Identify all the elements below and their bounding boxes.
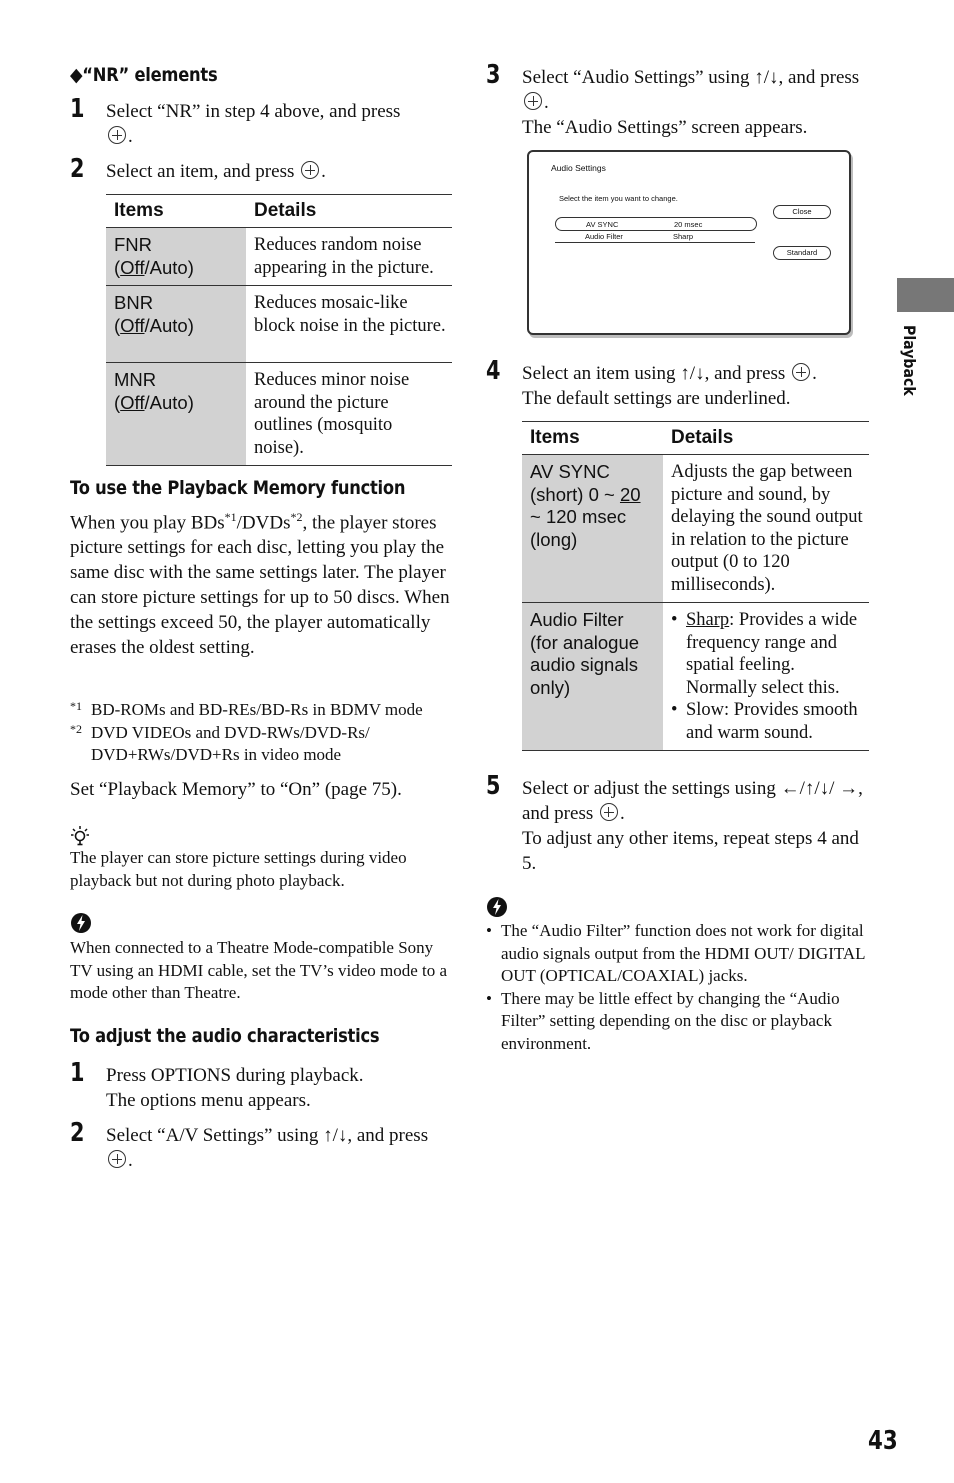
- enter-button-icon: [792, 363, 810, 381]
- list-item: • Slow: Provides smooth and warm sound.: [671, 699, 863, 744]
- close-button[interactable]: Close: [773, 205, 831, 219]
- screen-title: Audio Settings: [551, 163, 606, 173]
- footnotes: [70, 699, 455, 767]
- table-header-row: [522, 422, 869, 455]
- setting-name: Audio Filter: [585, 232, 623, 241]
- caution-note-icon: [70, 912, 92, 934]
- setting-value: 20 msec: [674, 219, 703, 229]
- standard-button[interactable]: Standard: [773, 246, 831, 260]
- table-row: [522, 455, 869, 603]
- playback-memory-heading: To use the Playback Memory function: [70, 477, 406, 499]
- setting-value: Sharp: [673, 232, 694, 241]
- playback-memory-body: When you play BDs$^{*1}$/DVDs$^{*2}$, the player stores picture settings for each disc, letting you play the same disc with the same settings later. The player can store picture settings for up to 50 discs. When the settings exceed 50, the player automatically erases the oldest setting.: [70, 510, 450, 659]
- item-cell: FNR (Off/Auto): [106, 228, 246, 286]
- list-item: • The “Audio Filter” function does not work for digital audio signals output from the HDMI OUT/ DIGITAL OUT (OPTICAL/COAXIAL) jacks.: [486, 920, 872, 988]
- step-number: 4: [486, 356, 501, 386]
- nr-step1-text: Select “NR” in step 4 above, and press .: [106, 101, 401, 147]
- table-row: [106, 286, 452, 363]
- items-header: Items: [106, 195, 246, 228]
- table-header-row: [106, 195, 452, 228]
- audio-settings-screen: [527, 150, 851, 335]
- step3-text: Select “Audio Settings” using ↑/↓, and press . The “Audio Settings” screen appears.: [522, 67, 860, 138]
- audio-filter-row[interactable]: [555, 231, 755, 243]
- footnote: *1 BD-ROMs and BD-REs/BD-Rs in BDMV mode: [70, 699, 423, 719]
- step-number: 2: [70, 154, 85, 184]
- step-number: 3: [486, 60, 501, 90]
- audio-settings-table: [522, 421, 869, 751]
- item-cell: AV SYNC (short) 0 ~ 20 ~ 120 msec (long): [522, 455, 663, 603]
- step5-text: Select or adjust the settings using ←/↑/↓/ →, and press . To adjust any other items, repeat steps 4 and 5.: [522, 778, 863, 874]
- av-sync-row[interactable]: [555, 217, 757, 231]
- audio-notes: [486, 920, 872, 1055]
- details-header: Details: [663, 422, 869, 455]
- detail-cell: Reduces random noise appearing in the picture.: [246, 228, 452, 286]
- note-text: When connected to a Theatre Mode-compatible Sony TV using an HDMI cable, set the TV’s video mode to a mode other than Theatre.: [70, 938, 448, 1002]
- table-row: [522, 603, 869, 751]
- tip-text: The player can store picture settings during video playback but not during photo playback.: [70, 848, 407, 890]
- enter-button-icon: [108, 126, 126, 144]
- footnote: *2 DVD VIDEOs and DVD-RWs/DVD-Rs/ DVD+RWs/DVD+Rs in video mode: [70, 721, 370, 764]
- setting-name: AV SYNC: [586, 219, 619, 229]
- enter-button-icon: [108, 1150, 126, 1168]
- step4-text: Select an item using ↑/↓, and press . The default settings are underlined.: [522, 363, 817, 409]
- nr-elements-table: [106, 194, 452, 466]
- page-number: 43: [868, 1426, 898, 1456]
- step-number: 1: [70, 94, 85, 124]
- list-item: • Sharp: Provides a wide frequency range and spatial feeling. Normally select this.: [671, 609, 863, 699]
- section-tab-label: Playback: [900, 325, 919, 396]
- enter-button-icon: [600, 803, 618, 821]
- enter-button-icon: [524, 92, 542, 110]
- audio-characteristics-heading: To adjust the audio characteristics: [70, 1025, 380, 1047]
- screen-prompt: Select the item you want to change.: [559, 194, 678, 203]
- audio-step2-text: Select “A/V Settings” using ↑/↓, and press .: [106, 1125, 429, 1171]
- detail-cell: [663, 603, 869, 751]
- section-tab-marker: [897, 278, 954, 312]
- detail-cell: Reduces minor noise around the picture outlines (mosquito noise).: [246, 363, 452, 466]
- item-cell: Audio Filter (for analogue audio signals only): [522, 603, 663, 751]
- playback-memory-setting: Set “Playback Memory” to “On” (page 75).: [70, 779, 402, 800]
- list-item: • There may be little effect by changing the “Audio Filter” setting depending on the disc or playback environment.: [486, 988, 872, 1056]
- item-cell: BNR (Off/Auto): [106, 286, 246, 363]
- items-header: Items: [522, 422, 663, 455]
- detail-cell: Adjusts the gap between picture and sound, by delaying the sound output in relation to the picture output (0 to 120 milliseconds).: [663, 455, 869, 603]
- step-number: 2: [70, 1118, 85, 1148]
- detail-cell: Reduces mosaic-like block noise in the picture.: [246, 286, 452, 363]
- nr-elements-heading: ◆“NR” elements: [70, 64, 218, 86]
- step-number: 1: [70, 1058, 85, 1088]
- diamond-icon: ◆: [70, 64, 83, 86]
- nr-step2-text: Select an item, and press .: [106, 161, 326, 182]
- lightbulb-hint-icon: [70, 823, 90, 847]
- item-cell: MNR (Off/Auto): [106, 363, 246, 466]
- enter-button-icon: [301, 161, 319, 179]
- step-number: 5: [486, 771, 501, 801]
- table-row: [106, 363, 452, 466]
- details-header: Details: [246, 195, 452, 228]
- table-row: [106, 228, 452, 286]
- caution-note-icon: [486, 896, 508, 918]
- audio-step1-text: Press OPTIONS during playback. The options menu appears.: [106, 1065, 364, 1111]
